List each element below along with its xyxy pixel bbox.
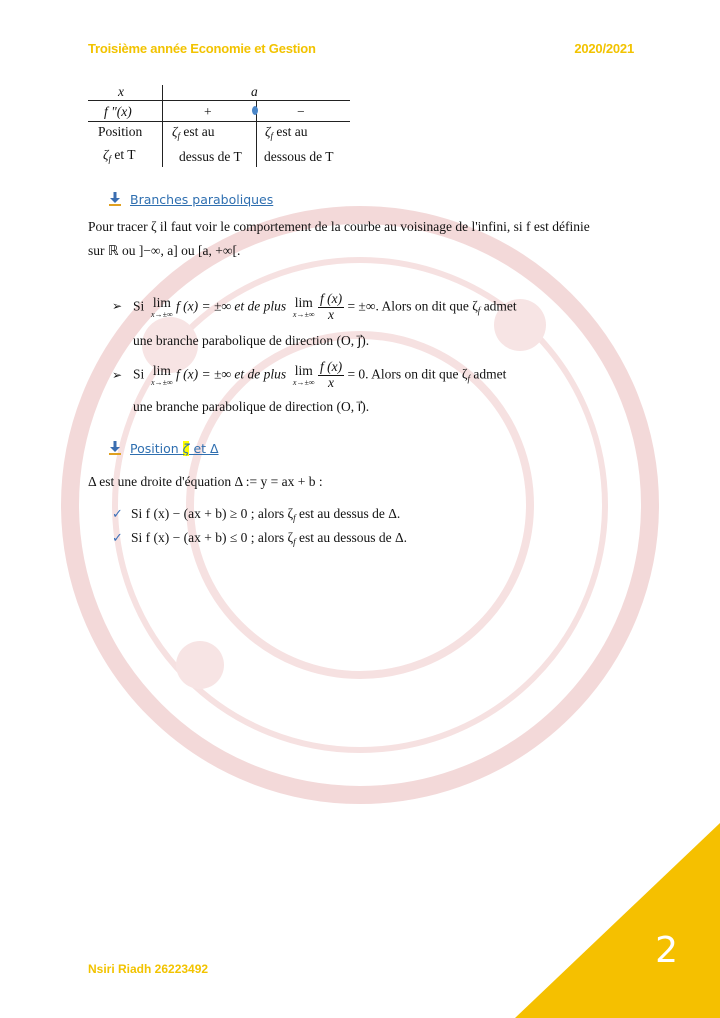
header-year: 2020/2021: [574, 41, 634, 56]
position-check2: Si f (x) − (ax + b) ≤ 0 ; alors $\zeta_f$ est au dessous de Δ.: [131, 530, 408, 547]
branches-item2-line1: Si lim x→±∞ f (x) = ±∞ et de plus lim x→±∞ $\frac{f (x)}{x}$ = 0. Alors on dit que $\zeta_f$ admet: [133, 359, 507, 390]
table-left-cell: $\zeta_f$ est au: [172, 124, 215, 141]
arrow-bullet-icon: ➢: [112, 368, 123, 382]
branches-item1-line1: Si lim x→±∞ f (x) = ±∞ et de plus lim x→±∞ $\frac{f (x)}{x}$ = ±∞. Alors on dit que $\zeta_f$ admet: [133, 291, 517, 322]
table-f2-label: f "(x): [104, 104, 132, 119]
checkmark-icon: ✓: [112, 506, 123, 521]
table-cf-et-t: $\zeta_f$ et T: [103, 147, 136, 164]
arrow-bullet-icon: ➢: [112, 299, 123, 313]
watermark-stamp: [50, 195, 670, 815]
footer-author: Nsiri Riadh 26223492: [88, 962, 209, 976]
table-marker: [252, 106, 258, 115]
table-a-label: a: [251, 84, 258, 99]
section-branches-title: Branches paraboliques: [108, 192, 273, 207]
position-intro: Δ est une droite d'équation Δ := y = ax + b :: [88, 474, 323, 489]
branches-item1-line2: une branche parabolique de direction (O, j⃗).: [133, 333, 370, 348]
page-number: 2: [655, 930, 678, 971]
table-plus-sign: +: [204, 104, 212, 119]
table-divider: [162, 85, 163, 167]
table-x-label: x: [118, 84, 124, 99]
table-left-cell-line2: dessus de T: [179, 149, 242, 164]
page-corner-decoration: [515, 823, 720, 1018]
table-minus-sign: −: [297, 104, 305, 119]
table-right-cell: $\zeta_f$ est au: [265, 124, 308, 141]
branches-intro-line1: Pour tracer ζ il faut voir le comportement de la courbe au voisinage de l'infini, si f est définie: [88, 219, 590, 234]
branches-intro-line2: sur ℝ ou ]−∞, a] ou [a, +∞[.: [88, 243, 241, 258]
arrow-down-icon: [108, 192, 122, 206]
header-course-title: Troisième année Economie et Gestion: [88, 41, 316, 56]
checkmark-icon: ✓: [112, 530, 123, 545]
section-position-title: Position ζ et Δ: [108, 441, 219, 456]
table-right-cell-line2: dessous de T: [264, 149, 334, 164]
arrow-down-icon: [108, 441, 122, 455]
table-divider: [88, 121, 350, 122]
table-divider: [88, 100, 350, 101]
table-position-label: Position: [98, 124, 143, 139]
position-check1: Si f (x) − (ax + b) ≥ 0 ; alors $\zeta_f$ est au dessus de Δ.: [131, 506, 401, 523]
branches-item2-line2: une branche parabolique de direction (O, i⃗).: [133, 399, 370, 414]
